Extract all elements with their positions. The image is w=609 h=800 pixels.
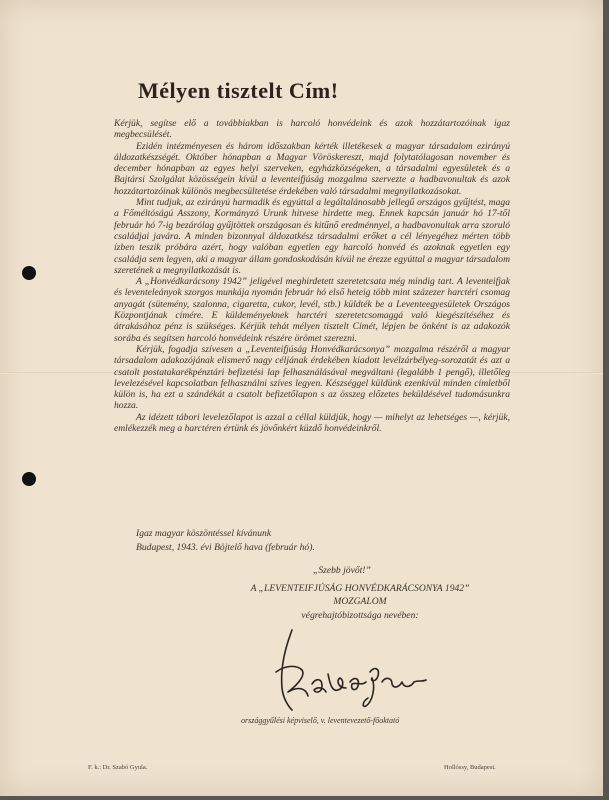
letter-heading: Mélyen tisztelt Cím! <box>138 78 339 103</box>
paragraph: Az idézett tábori levelezőlapot is azzal a céllal küldjük, hogy — mihelyt az lehetséges —, kérjük, emlékezzék meg a harctéren értünk és jövőnkért küzdő honvédeinkről. <box>114 411 510 435</box>
place-date: Budapest, 1943. évi Böjtelő hava (február hó). <box>136 542 315 553</box>
committee-line: végrehajtóbizottsága nevében: <box>301 610 419 621</box>
paragraph: Mint tudjuk, az ezirányú harmadik és egyúttal a legáltalánosabb jellegű országos gyűjtést, maga a Főméltóságú Asszony, Kormányzó Urunk hitvese hirdette meg. Ennek kapcsán január hó 17-től február hó 7-ig bezárólag gyűjtöttek országosan és kitűnő eredménnyel, a hadbavonultak arra szoruló családjai javára. A minden bizonnyal áldozatkész társadalmi erőket a cél lényegéhez mérten több ízben teszik próbára azért, hogy valóban egyetlen egy harcoló honvéd és azoknak egyetlen egy családja sem legyen, aki a magyar állam gondoskodásán kívül ne érezze egyúttal a magyar társadalom szeretének a megnyilatkozását is. <box>114 197 510 276</box>
greeting: Igaz magyar köszöntéssel kívánunk <box>136 528 272 539</box>
footer-printer: Hollóssy, Budapest. <box>444 764 496 771</box>
slogan: „Szebb jövőt!” <box>313 565 371 576</box>
signer-title: országgyűlési képviselő, v. leventevezető-főoktató <box>241 716 400 725</box>
movement-name: A „LEVENTEIFJÚSÁG HONVÉDKARÁCSONYA 1942” <box>250 583 470 594</box>
paragraph: Kérjük, segítse elő a továbbiakban is harcoló honvédeink és azok hozzátartozóinak igaz megbecsülését. <box>114 118 510 141</box>
footer-publisher: F. k.: Dr. Szabó Gyula. <box>88 764 148 771</box>
movement-label: MOZGALOM <box>333 596 387 607</box>
handwritten-signature <box>262 626 432 721</box>
paragraph: Ezidén intézményesen és három időszakban kérték illetékesek a magyar társadalom ezirányú áldozatkészségét. Október hónapban a Magyar Vöröskereszt, majd folytatólagosan november és december hónapban az egyes helyi szerveken, egyházközségeken, a társadalmi egyesületek és a Bajtársi Szolgálat közösségein kívül a leventeifjúság mozgalma szervezte a hadbavonultak és azok hozzátartozóinak különös megbecsültetése érdekében való társadalmi megnyilatkozásokat. <box>114 140 510 197</box>
paragraph: Kérjük, fogadja szívesen a „Leventeifjúság Honvédkarácsonya” mozgalma részéről a magyar társadalom adakozójának elismerő nagy céljának érdekében kiadott levélzárbélyeg-sorozatát és azt a csatolt postatakarékpénztári befizetési lap felhasználásával megváltani (legalább 1 pengő), illetőleg levelezésével kapcsolatban felhasználni szíves legyen. Készséggel küldünk ezenkívül minden címletből külön is, ha ezt a szándékát a csatolt befizetőlapon s az összeg előzetes beküldésével tudomásunkra hozza. <box>114 343 510 412</box>
punch-hole-bottom <box>22 472 36 486</box>
letter-body <box>114 118 510 434</box>
paragraph: A „Honvédkarácsony 1942” jeligével meghirdetett szeretetcsata még mindig tart. A leventeifjak és leventeleányok szorgos munkája nyomán február hó első heteig több mint százezer harctéri csomag anyagát (sütemény, szalonna, cigaretta, cukor, levél, stb.) küldték be a Leventeegyesületek Országos Központjának címére. E küldeményeknek harctéri szeretetcsomaggá való kiegészítéséhez és átrakásához pénz is szükséges. Kérjük tehát mélyen tisztelt Címét, lépjen be önként is az adakozók sorába és segítsen harcoló honvédeink részére örömet szerezni. <box>114 276 510 344</box>
punch-hole-top <box>22 266 36 280</box>
